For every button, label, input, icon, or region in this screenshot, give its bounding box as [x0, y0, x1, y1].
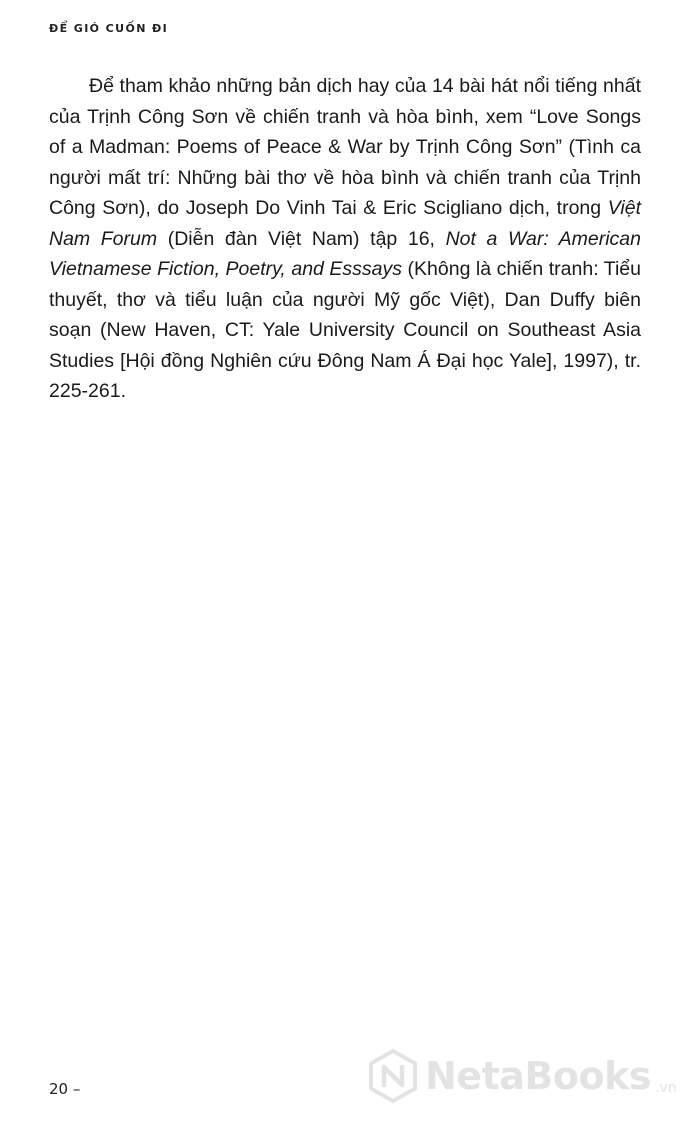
watermark-brand: NetaBooks: [425, 1054, 651, 1098]
page-number: 20 –: [49, 1080, 81, 1098]
paragraph-text-part-3: (Không là chiến tranh: Tiểu thuyết, thơ và tiểu luận của người Mỹ gốc Việt), Dan Duffy biên soạn (New Haven, CT: Yale University Council on Southeast Asia Studies [Hội đồng Nghiên cứu Đông Nam Á Đại học Yale], 1997), tr. 225-261.: [49, 258, 641, 402]
paragraph-text-part-1: Để tham khảo những bản dịch hay của 14 bài hát nổi tiếng nhất của Trịnh Công Sơn về chiến tranh và hòa bình, xem “Love Songs of a Madman: Poems of Peace & War by Trịnh Công Sơn” (Tình ca người mất trí: Những bài thơ về hòa bình và chiến tranh của Trịnh Công Sơn), do Joseph Do Vinh Tai & Eric Scigliano dịch, trong: [49, 75, 641, 219]
paragraph-text-part-2: (Diễn đàn Việt Nam) tập 16,: [157, 227, 446, 250]
watermark: [365, 1048, 677, 1104]
body-paragraph: [49, 71, 641, 407]
netabooks-logo-icon: [365, 1048, 421, 1104]
running-header: ĐỂ GIÓ CUỐN ĐI: [49, 22, 169, 35]
paragraph-italic-title-1: Việt Nam Forum: [49, 197, 641, 250]
paragraph-italic-title-2: Not a War: American Vietnamese Fiction, Poetry, and Esssays: [49, 227, 641, 280]
watermark-suffix: .vn: [654, 1080, 677, 1096]
